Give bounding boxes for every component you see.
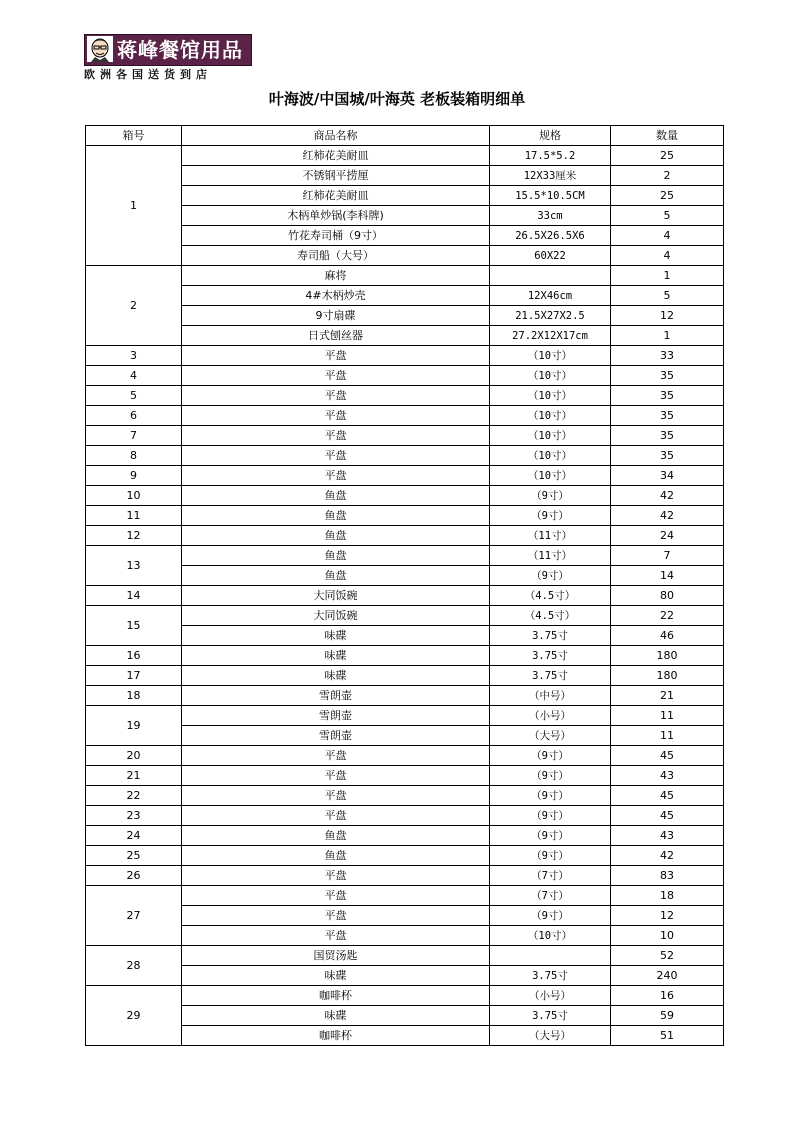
- spec-cell: 12X33厘米: [490, 166, 611, 186]
- table-row: [86, 1026, 724, 1046]
- table-row: [86, 366, 724, 386]
- box-number-cell: 1: [86, 146, 182, 266]
- spec-cell: 26.5X26.5X6: [490, 226, 611, 246]
- quantity-cell: 59: [611, 1006, 724, 1026]
- box-number-cell: 2: [86, 266, 182, 346]
- spec-cell: 60X22: [490, 246, 611, 266]
- box-number-cell: 28: [86, 946, 182, 986]
- box-number-cell: 18: [86, 686, 182, 706]
- table-row: [86, 226, 724, 246]
- spec-cell: 3.75寸: [490, 1006, 611, 1026]
- quantity-cell: 5: [611, 286, 724, 306]
- box-number-cell: 23: [86, 806, 182, 826]
- quantity-cell: 240: [611, 966, 724, 986]
- table-row: [86, 166, 724, 186]
- quantity-cell: 12: [611, 306, 724, 326]
- quantity-cell: 83: [611, 866, 724, 886]
- table-row: [86, 206, 724, 226]
- product-name-cell: 雪朗壶: [182, 726, 490, 746]
- box-number-cell: 17: [86, 666, 182, 686]
- spec-cell: （9寸）: [490, 486, 611, 506]
- table-row: [86, 186, 724, 206]
- spec-cell: （9寸）: [490, 506, 611, 526]
- quantity-cell: 11: [611, 706, 724, 726]
- product-name-cell: 平盘: [182, 366, 490, 386]
- box-number-cell: 24: [86, 826, 182, 846]
- quantity-cell: 45: [611, 806, 724, 826]
- table-header-row: [86, 126, 724, 146]
- spec-cell: （10寸）: [490, 386, 611, 406]
- spec-cell: （9寸）: [490, 846, 611, 866]
- table-body: [86, 146, 724, 1046]
- spec-cell: 27.2X12X17cm: [490, 326, 611, 346]
- box-number-cell: 20: [86, 746, 182, 766]
- spec-cell: （11寸）: [490, 546, 611, 566]
- table-row: [86, 566, 724, 586]
- table-row: [86, 526, 724, 546]
- table-row: [86, 546, 724, 566]
- product-name-cell: 大同饭碗: [182, 586, 490, 606]
- quantity-cell: 24: [611, 526, 724, 546]
- spec-cell: （9寸）: [490, 906, 611, 926]
- box-number-cell: 21: [86, 766, 182, 786]
- box-number-cell: 13: [86, 546, 182, 586]
- product-name-cell: 4#木柄炒壳: [182, 286, 490, 306]
- spec-cell: （11寸）: [490, 526, 611, 546]
- spec-cell: （小号）: [490, 706, 611, 726]
- spec-cell: 12X46cm: [490, 286, 611, 306]
- quantity-cell: 42: [611, 506, 724, 526]
- table-row: [86, 606, 724, 626]
- spec-cell: （9寸）: [490, 566, 611, 586]
- product-name-cell: 味碟: [182, 966, 490, 986]
- spec-cell: [490, 946, 611, 966]
- quantity-cell: 11: [611, 726, 724, 746]
- table-row: [86, 626, 724, 646]
- product-name-cell: 平盘: [182, 406, 490, 426]
- quantity-cell: 180: [611, 666, 724, 686]
- product-name-cell: 竹花寿司桶（9寸）: [182, 226, 490, 246]
- quantity-cell: 45: [611, 786, 724, 806]
- table-row: [86, 346, 724, 366]
- product-name-cell: 味碟: [182, 626, 490, 646]
- spec-cell: （10寸）: [490, 346, 611, 366]
- spec-cell: （小号）: [490, 986, 611, 1006]
- table-row: [86, 806, 724, 826]
- spec-cell: （9寸）: [490, 806, 611, 826]
- quantity-cell: 35: [611, 446, 724, 466]
- box-number-cell: 26: [86, 866, 182, 886]
- product-name-cell: 国贸汤匙: [182, 946, 490, 966]
- quantity-cell: 14: [611, 566, 724, 586]
- spec-cell: （7寸）: [490, 866, 611, 886]
- quantity-cell: 35: [611, 386, 724, 406]
- quantity-cell: 12: [611, 906, 724, 926]
- box-number-cell: 12: [86, 526, 182, 546]
- spec-cell: （10寸）: [490, 406, 611, 426]
- spec-cell: 3.75寸: [490, 966, 611, 986]
- product-name-cell: 平盘: [182, 386, 490, 406]
- product-name-cell: 麻将: [182, 266, 490, 286]
- product-name-cell: 雪朗壶: [182, 686, 490, 706]
- product-name-cell: 大同饭碗: [182, 606, 490, 626]
- product-name-cell: 鱼盘: [182, 486, 490, 506]
- box-number-cell: 9: [86, 466, 182, 486]
- table-row: [86, 426, 724, 446]
- quantity-cell: 45: [611, 746, 724, 766]
- quantity-cell: 4: [611, 246, 724, 266]
- spec-cell: 17.5*5.2: [490, 146, 611, 166]
- box-number-cell: 5: [86, 386, 182, 406]
- table-row: [86, 1006, 724, 1026]
- product-name-cell: 平盘: [182, 806, 490, 826]
- box-number-cell: 19: [86, 706, 182, 746]
- product-name-cell: 平盘: [182, 346, 490, 366]
- quantity-cell: 43: [611, 826, 724, 846]
- box-number-cell: 8: [86, 446, 182, 466]
- table-row: [86, 266, 724, 286]
- table-row: [86, 666, 724, 686]
- product-name-cell: 雪朗壶: [182, 706, 490, 726]
- spec-cell: （4.5寸）: [490, 606, 611, 626]
- product-name-cell: 鱼盘: [182, 506, 490, 526]
- quantity-cell: 35: [611, 366, 724, 386]
- table-row: [86, 246, 724, 266]
- quantity-cell: 25: [611, 186, 724, 206]
- table-row: [86, 886, 724, 906]
- product-name-cell: 平盘: [182, 746, 490, 766]
- table-row: [86, 766, 724, 786]
- table-row: [86, 986, 724, 1006]
- table-row: [86, 786, 724, 806]
- quantity-cell: 25: [611, 146, 724, 166]
- logo-company-name: 蒋峰餐馆用品: [117, 38, 243, 62]
- quantity-cell: 52: [611, 946, 724, 966]
- spec-cell: （大号）: [490, 1026, 611, 1046]
- product-name-cell: 鱼盘: [182, 846, 490, 866]
- table-row: [86, 946, 724, 966]
- table-row: [86, 146, 724, 166]
- product-name-cell: 平盘: [182, 766, 490, 786]
- header-box-number: 箱号: [86, 126, 182, 146]
- company-logo: [84, 34, 252, 80]
- quantity-cell: 5: [611, 206, 724, 226]
- product-name-cell: 咖啡杯: [182, 1026, 490, 1046]
- box-number-cell: 29: [86, 986, 182, 1046]
- spec-cell: （10寸）: [490, 446, 611, 466]
- spec-cell: （9寸）: [490, 826, 611, 846]
- spec-cell: 21.5X27X2.5: [490, 306, 611, 326]
- table-row: [86, 446, 724, 466]
- table-row: [86, 486, 724, 506]
- table-row: [86, 466, 724, 486]
- box-number-cell: 14: [86, 586, 182, 606]
- document-title: 叶海波/中国城/叶海英 老板装箱明细单: [268, 90, 526, 108]
- product-name-cell: 平盘: [182, 466, 490, 486]
- quantity-cell: 7: [611, 546, 724, 566]
- table-row: [86, 286, 724, 306]
- table-row: [86, 586, 724, 606]
- header-specification: 规格: [490, 126, 611, 146]
- quantity-cell: 51: [611, 1026, 724, 1046]
- table-row: [86, 826, 724, 846]
- quantity-cell: 16: [611, 986, 724, 1006]
- packing-list-table: [85, 125, 724, 1046]
- quantity-cell: 46: [611, 626, 724, 646]
- box-number-cell: 16: [86, 646, 182, 666]
- quantity-cell: 1: [611, 326, 724, 346]
- box-number-cell: 7: [86, 426, 182, 446]
- table-row: [86, 706, 724, 726]
- product-name-cell: 平盘: [182, 886, 490, 906]
- spec-cell: 3.75寸: [490, 626, 611, 646]
- spec-cell: （4.5寸）: [490, 586, 611, 606]
- spec-cell: [490, 266, 611, 286]
- product-name-cell: 平盘: [182, 446, 490, 466]
- box-number-cell: 22: [86, 786, 182, 806]
- spec-cell: （大号）: [490, 726, 611, 746]
- chef-portrait-icon: [87, 36, 113, 62]
- product-name-cell: 鱼盘: [182, 546, 490, 566]
- product-name-cell: 味碟: [182, 646, 490, 666]
- spec-cell: （中号）: [490, 686, 611, 706]
- quantity-cell: 21: [611, 686, 724, 706]
- quantity-cell: 10: [611, 926, 724, 946]
- logo-tagline: 欧洲各国送货到店: [84, 68, 212, 81]
- box-number-cell: 4: [86, 366, 182, 386]
- table-row: [86, 326, 724, 346]
- product-name-cell: 9寸扇碟: [182, 306, 490, 326]
- spec-cell: （10寸）: [490, 426, 611, 446]
- box-number-cell: 27: [86, 886, 182, 946]
- product-name-cell: 鱼盘: [182, 526, 490, 546]
- quantity-cell: 33: [611, 346, 724, 366]
- spec-cell: （7寸）: [490, 886, 611, 906]
- table-row: [86, 966, 724, 986]
- product-name-cell: 红柿花美耐皿: [182, 146, 490, 166]
- product-name-cell: 寿司船（大号）: [182, 246, 490, 266]
- box-number-cell: 3: [86, 346, 182, 366]
- spec-cell: （10寸）: [490, 466, 611, 486]
- table-row: [86, 386, 724, 406]
- table-row: [86, 746, 724, 766]
- spec-cell: （10寸）: [490, 366, 611, 386]
- product-name-cell: 平盘: [182, 426, 490, 446]
- box-number-cell: 15: [86, 606, 182, 646]
- spec-cell: （10寸）: [490, 926, 611, 946]
- product-name-cell: 日式刨丝器: [182, 326, 490, 346]
- product-name-cell: 平盘: [182, 786, 490, 806]
- quantity-cell: 180: [611, 646, 724, 666]
- table-row: [86, 866, 724, 886]
- quantity-cell: 35: [611, 406, 724, 426]
- quantity-cell: 18: [611, 886, 724, 906]
- table-row: [86, 306, 724, 326]
- quantity-cell: 43: [611, 766, 724, 786]
- quantity-cell: 4: [611, 226, 724, 246]
- product-name-cell: 咖啡杯: [182, 986, 490, 1006]
- quantity-cell: 42: [611, 486, 724, 506]
- quantity-cell: 2: [611, 166, 724, 186]
- product-name-cell: 不锈钢平捞厘: [182, 166, 490, 186]
- box-number-cell: 11: [86, 506, 182, 526]
- quantity-cell: 80: [611, 586, 724, 606]
- box-number-cell: 25: [86, 846, 182, 866]
- spec-cell: （9寸）: [490, 786, 611, 806]
- table-row: [86, 686, 724, 706]
- quantity-cell: 1: [611, 266, 724, 286]
- table-row: [86, 906, 724, 926]
- header-product-name: 商品名称: [182, 126, 490, 146]
- logo-banner: [84, 34, 252, 66]
- quantity-cell: 34: [611, 466, 724, 486]
- product-name-cell: 红柿花美耐皿: [182, 186, 490, 206]
- product-name-cell: 味碟: [182, 1006, 490, 1026]
- product-name-cell: 鱼盘: [182, 566, 490, 586]
- product-name-cell: 鱼盘: [182, 826, 490, 846]
- box-number-cell: 10: [86, 486, 182, 506]
- product-name-cell: 味碟: [182, 666, 490, 686]
- spec-cell: （9寸）: [490, 766, 611, 786]
- quantity-cell: 22: [611, 606, 724, 626]
- header-quantity: 数量: [611, 126, 724, 146]
- product-name-cell: 平盘: [182, 866, 490, 886]
- table-row: [86, 926, 724, 946]
- product-name-cell: 木柄单炒锅(李科牌): [182, 206, 490, 226]
- quantity-cell: 35: [611, 426, 724, 446]
- spec-cell: 3.75寸: [490, 646, 611, 666]
- table-row: [86, 506, 724, 526]
- product-name-cell: 平盘: [182, 926, 490, 946]
- table-row: [86, 726, 724, 746]
- spec-cell: （9寸）: [490, 746, 611, 766]
- box-number-cell: 6: [86, 406, 182, 426]
- product-name-cell: 平盘: [182, 906, 490, 926]
- spec-cell: 3.75寸: [490, 666, 611, 686]
- table-row: [86, 846, 724, 866]
- table-row: [86, 646, 724, 666]
- table-row: [86, 406, 724, 426]
- quantity-cell: 42: [611, 846, 724, 866]
- spec-cell: 33cm: [490, 206, 611, 226]
- spec-cell: 15.5*10.5CM: [490, 186, 611, 206]
